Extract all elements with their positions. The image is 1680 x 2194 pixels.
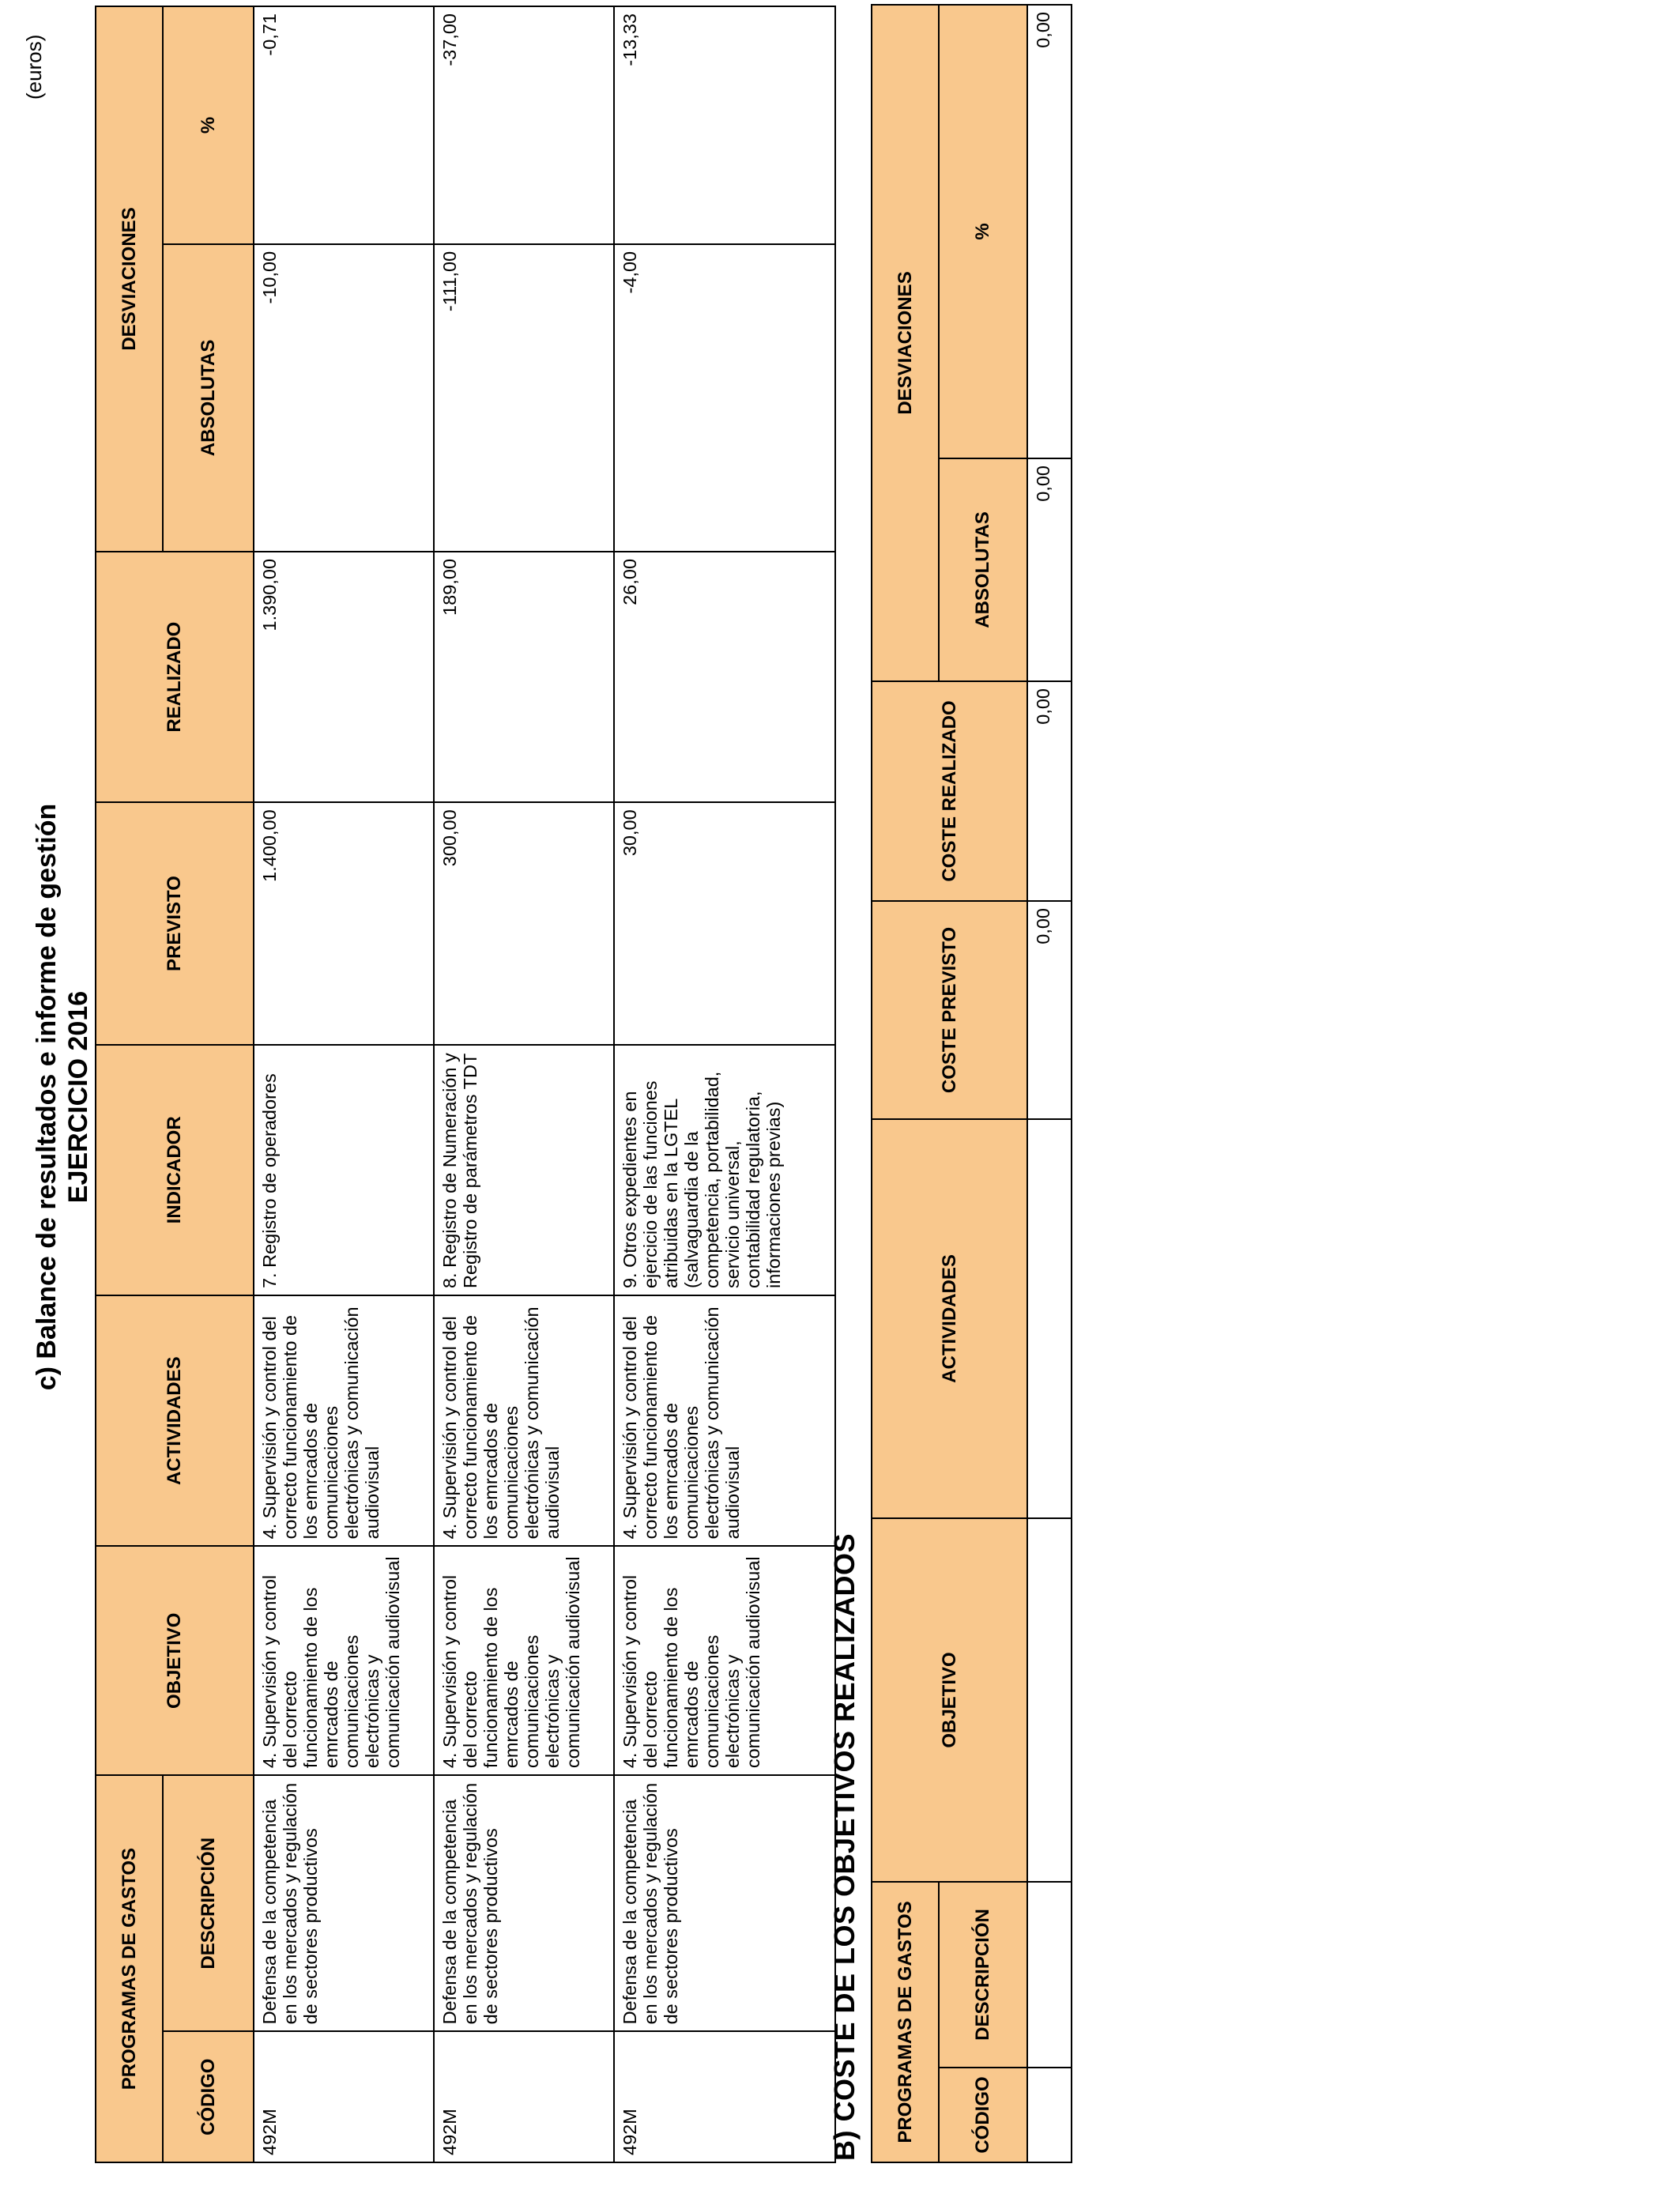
cell-realizado: 1.390,00	[254, 552, 434, 802]
cell-porcentaje: -0,71	[254, 6, 434, 244]
cell-porcentaje: -13,33	[614, 6, 835, 244]
header-codigo: CÓDIGO	[939, 2068, 1027, 2162]
header-previsto: PREVISTO	[96, 802, 254, 1044]
cell-codigo: 492M	[434, 2031, 614, 2162]
header-coste-previsto: COSTE PREVISTO	[872, 901, 1027, 1119]
header-porcentaje: %	[163, 6, 254, 244]
table-row	[1027, 5, 1072, 2162]
cell-porcentaje: 0,00	[1027, 5, 1072, 458]
cell-coste-realizado: 0,00	[1027, 681, 1072, 901]
cell-absolutas: -4,00	[614, 244, 835, 552]
cost-table	[871, 4, 1072, 2163]
header-objetivo: OBJETIVO	[872, 1518, 1027, 1882]
header-desviaciones: DESVIACIONES	[96, 6, 163, 552]
header-objetivo: OBJETIVO	[96, 1546, 254, 1775]
header-porcentaje: %	[939, 5, 1027, 458]
cell-actividades	[1027, 1119, 1072, 1518]
cell-porcentaje: -37,00	[434, 6, 614, 244]
cell-objetivo: 4. Supervisión y control del correcto funcionamiento de los emrcados de comunicaciones electrónicas y comunicación audiovisual	[254, 1546, 434, 1775]
cell-previsto: 300,00	[434, 802, 614, 1044]
header-realizado: REALIZADO	[96, 552, 254, 802]
header-coste-realizado: COSTE REALIZADO	[872, 681, 1027, 901]
header-programas-de-gastos: PROGRAMAS DE GASTOS	[872, 1882, 939, 2162]
cell-realizado: 189,00	[434, 552, 614, 802]
cell-codigo: 492M	[254, 2031, 434, 2162]
header-absolutas: ABSOLUTAS	[163, 244, 254, 552]
cell-actividades: 4. Supervisión y control del correcto funcionamiento de los emrcados de comunicaciones electrónicas y comunicación audiovisual	[614, 1295, 835, 1546]
cell-previsto: 1.400,00	[254, 802, 434, 1044]
header-actividades: ACTIVIDADES	[96, 1295, 254, 1546]
cell-descripcion: Defensa de la competencia en los mercados y regulación de sectores productivos	[614, 1775, 835, 2031]
cell-absolutas: -111,00	[434, 244, 614, 552]
cell-absolutas: -10,00	[254, 244, 434, 552]
cell-descripcion	[1027, 1882, 1072, 2068]
table-row	[614, 6, 835, 2162]
header-absolutas: ABSOLUTAS	[939, 458, 1027, 681]
page-title: c) Balance de resultados e informe de gestión	[32, 803, 62, 1391]
header-descripcion: DESCRIPCIÓN	[163, 1775, 254, 2031]
cell-actividades: 4. Supervisión y control del correcto funcionamiento de los emrcados de comunicaciones electrónicas y comunicación audiovisual	[434, 1295, 614, 1546]
cell-codigo: 492M	[614, 2031, 835, 2162]
cell-objetivo: 4. Supervisión y control del correcto funcionamiento de los emrcados de comunicaciones electrónicas y comunicación audiovisual	[614, 1546, 835, 1775]
cell-indicador: 8. Registro de Numeración y Registro de parámetros TDT	[434, 1045, 614, 1295]
header-indicador: INDICADOR	[96, 1045, 254, 1295]
cell-previsto: 30,00	[614, 802, 835, 1044]
units-label: (euros)	[22, 34, 46, 100]
cell-descripcion: Defensa de la competencia en los mercados y regulación de sectores productivos	[434, 1775, 614, 2031]
header-actividades: ACTIVIDADES	[872, 1119, 1027, 1518]
cell-indicador: 7. Registro de operadores	[254, 1045, 434, 1295]
cell-indicador: 9. Otros expedientes en ejercicio de las funciones atribuidas en la LGTEL (salvaguardia de la competencia, portabilidad, servicio universal, contabilidad regulatoria, informaciones previas)	[614, 1045, 835, 1295]
balance-table	[95, 6, 836, 2163]
cell-realizado: 26,00	[614, 552, 835, 802]
table-row	[254, 6, 434, 2162]
page-subtitle: EJERCICIO 2016	[63, 990, 93, 1204]
header-codigo: CÓDIGO	[163, 2031, 254, 2162]
section-title-coste: B) COSTE DE LOS OBJETIVOS REALIZADOS	[828, 1532, 861, 2161]
cell-objetivo	[1027, 1518, 1072, 1882]
header-programas-de-gastos: PROGRAMAS DE GASTOS	[96, 1775, 163, 2162]
cell-coste-previsto: 0,00	[1027, 901, 1072, 1119]
table-row	[434, 6, 614, 2162]
cell-actividades: 4. Supervisión y control del correcto funcionamiento de los emrcados de comunicaciones electrónicas y comunicación audiovisual	[254, 1295, 434, 1546]
cell-absolutas: 0,00	[1027, 458, 1072, 681]
header-desviaciones: DESVIACIONES	[872, 5, 939, 681]
cell-objetivo: 4. Supervisión y control del correcto funcionamiento de los emrcados de comunicaciones electrónicas y comunicación audiovisual	[434, 1546, 614, 1775]
cell-codigo	[1027, 2068, 1072, 2162]
header-descripcion: DESCRIPCIÓN	[939, 1882, 1027, 2068]
cell-descripcion: Defensa de la competencia en los mercados y regulación de sectores productivos	[254, 1775, 434, 2031]
